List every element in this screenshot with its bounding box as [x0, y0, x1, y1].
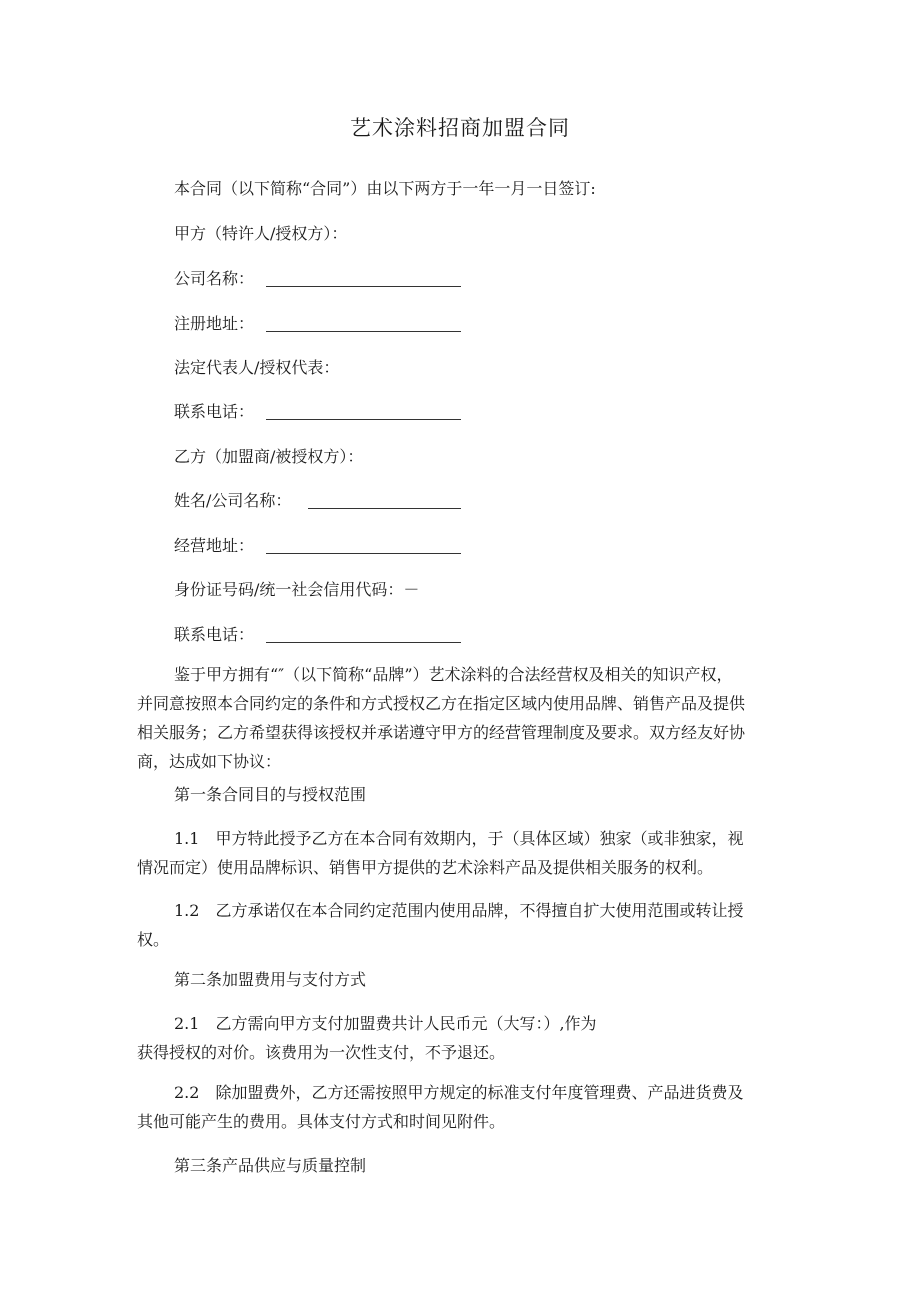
clause-2-2	[137, 1078, 787, 1136]
clause-1-1	[137, 824, 787, 882]
preamble-paragraph	[137, 660, 787, 776]
clause-1-2-line-2: 权。	[137, 930, 170, 949]
document-title: 艺术涂料招商加盟合同	[350, 116, 570, 140]
party-a-phone-label: 联系电话：	[174, 402, 255, 421]
clause-1-2	[137, 896, 787, 954]
clause-1-1-line-1: 1.1 甲方特此授予乙方在本合同有效期内，于（具体区域）独家（或非独家，视	[174, 829, 744, 848]
party-b-business-address-label: 经营地址：	[174, 536, 255, 555]
clause-2-1	[137, 1009, 787, 1067]
party-b-phone-blank[interactable]	[266, 642, 461, 643]
party-a-registered-address-label: 注册地址：	[174, 314, 255, 333]
article-3-heading: 第三条产品供应与质量控制	[174, 1156, 367, 1175]
party-b-heading: 乙方（加盟商/被授权方）：	[174, 447, 364, 466]
preamble-line-4: 商，达成如下协议：	[137, 752, 282, 771]
preamble-line-3: 相关服务；乙方希望获得该授权并承诺遵守甲方的经营管理制度及要求。双方经友好协	[137, 723, 746, 742]
party-a-phone-blank[interactable]	[266, 419, 461, 420]
article-2-heading: 第二条加盟费用与支付方式	[174, 970, 367, 989]
clause-2-2-line-1: 2.2 除加盟费外，乙方还需按照甲方规定的标准支付年度管理费、产品进货费及	[174, 1083, 744, 1102]
party-b-name-blank[interactable]	[308, 508, 461, 509]
clause-2-1-line-1: 2.1 乙方需向甲方支付加盟费共计人民币元（大写：）,作为	[174, 1014, 597, 1033]
party-a-legal-rep-label: 法定代表人/授权代表：	[174, 358, 340, 377]
clause-2-1-line-2: 获得授权的对价。该费用为一次性支付，不予退还。	[137, 1043, 506, 1062]
party-a-heading: 甲方（特许人/授权方）：	[174, 224, 348, 243]
party-a-company-name-blank[interactable]	[266, 286, 461, 287]
preamble-line-2: 并同意按照本合同约定的条件和方式授权乙方在指定区域内使用品牌、销售产品及提供	[137, 694, 746, 713]
clause-1-1-line-2: 情况而定）使用品牌标识、销售甲方提供的艺术涂料产品及提供相关服务的权利。	[137, 858, 714, 877]
clause-1-2-line-1: 1.2 乙方承诺仅在本合同约定范围内使用品牌，不得擅自扩大使用范围或转让授	[174, 901, 744, 920]
contract-intro: 本合同（以下简称“合同”）由以下两方于一年一月一日签订:	[174, 179, 596, 198]
party-b-name-label: 姓名/公司名称：	[174, 491, 292, 510]
preamble-line-1: 鉴于甲方拥有“″（以下简称“品牌”）艺术涂料的合法经营权及相关的知识产权，	[174, 665, 733, 684]
party-b-id-label: 身份证号码/统一社会信用代码：－	[174, 580, 420, 599]
party-a-company-name-label: 公司名称：	[174, 269, 255, 288]
article-1-heading: 第一条合同目的与授权范围	[174, 785, 367, 804]
party-b-business-address-blank[interactable]	[266, 553, 461, 554]
party-a-registered-address-blank[interactable]	[266, 331, 461, 332]
party-b-phone-label: 联系电话：	[174, 625, 255, 644]
clause-2-2-line-2: 其他可能产生的费用。具体支付方式和时间见附件。	[137, 1112, 506, 1131]
